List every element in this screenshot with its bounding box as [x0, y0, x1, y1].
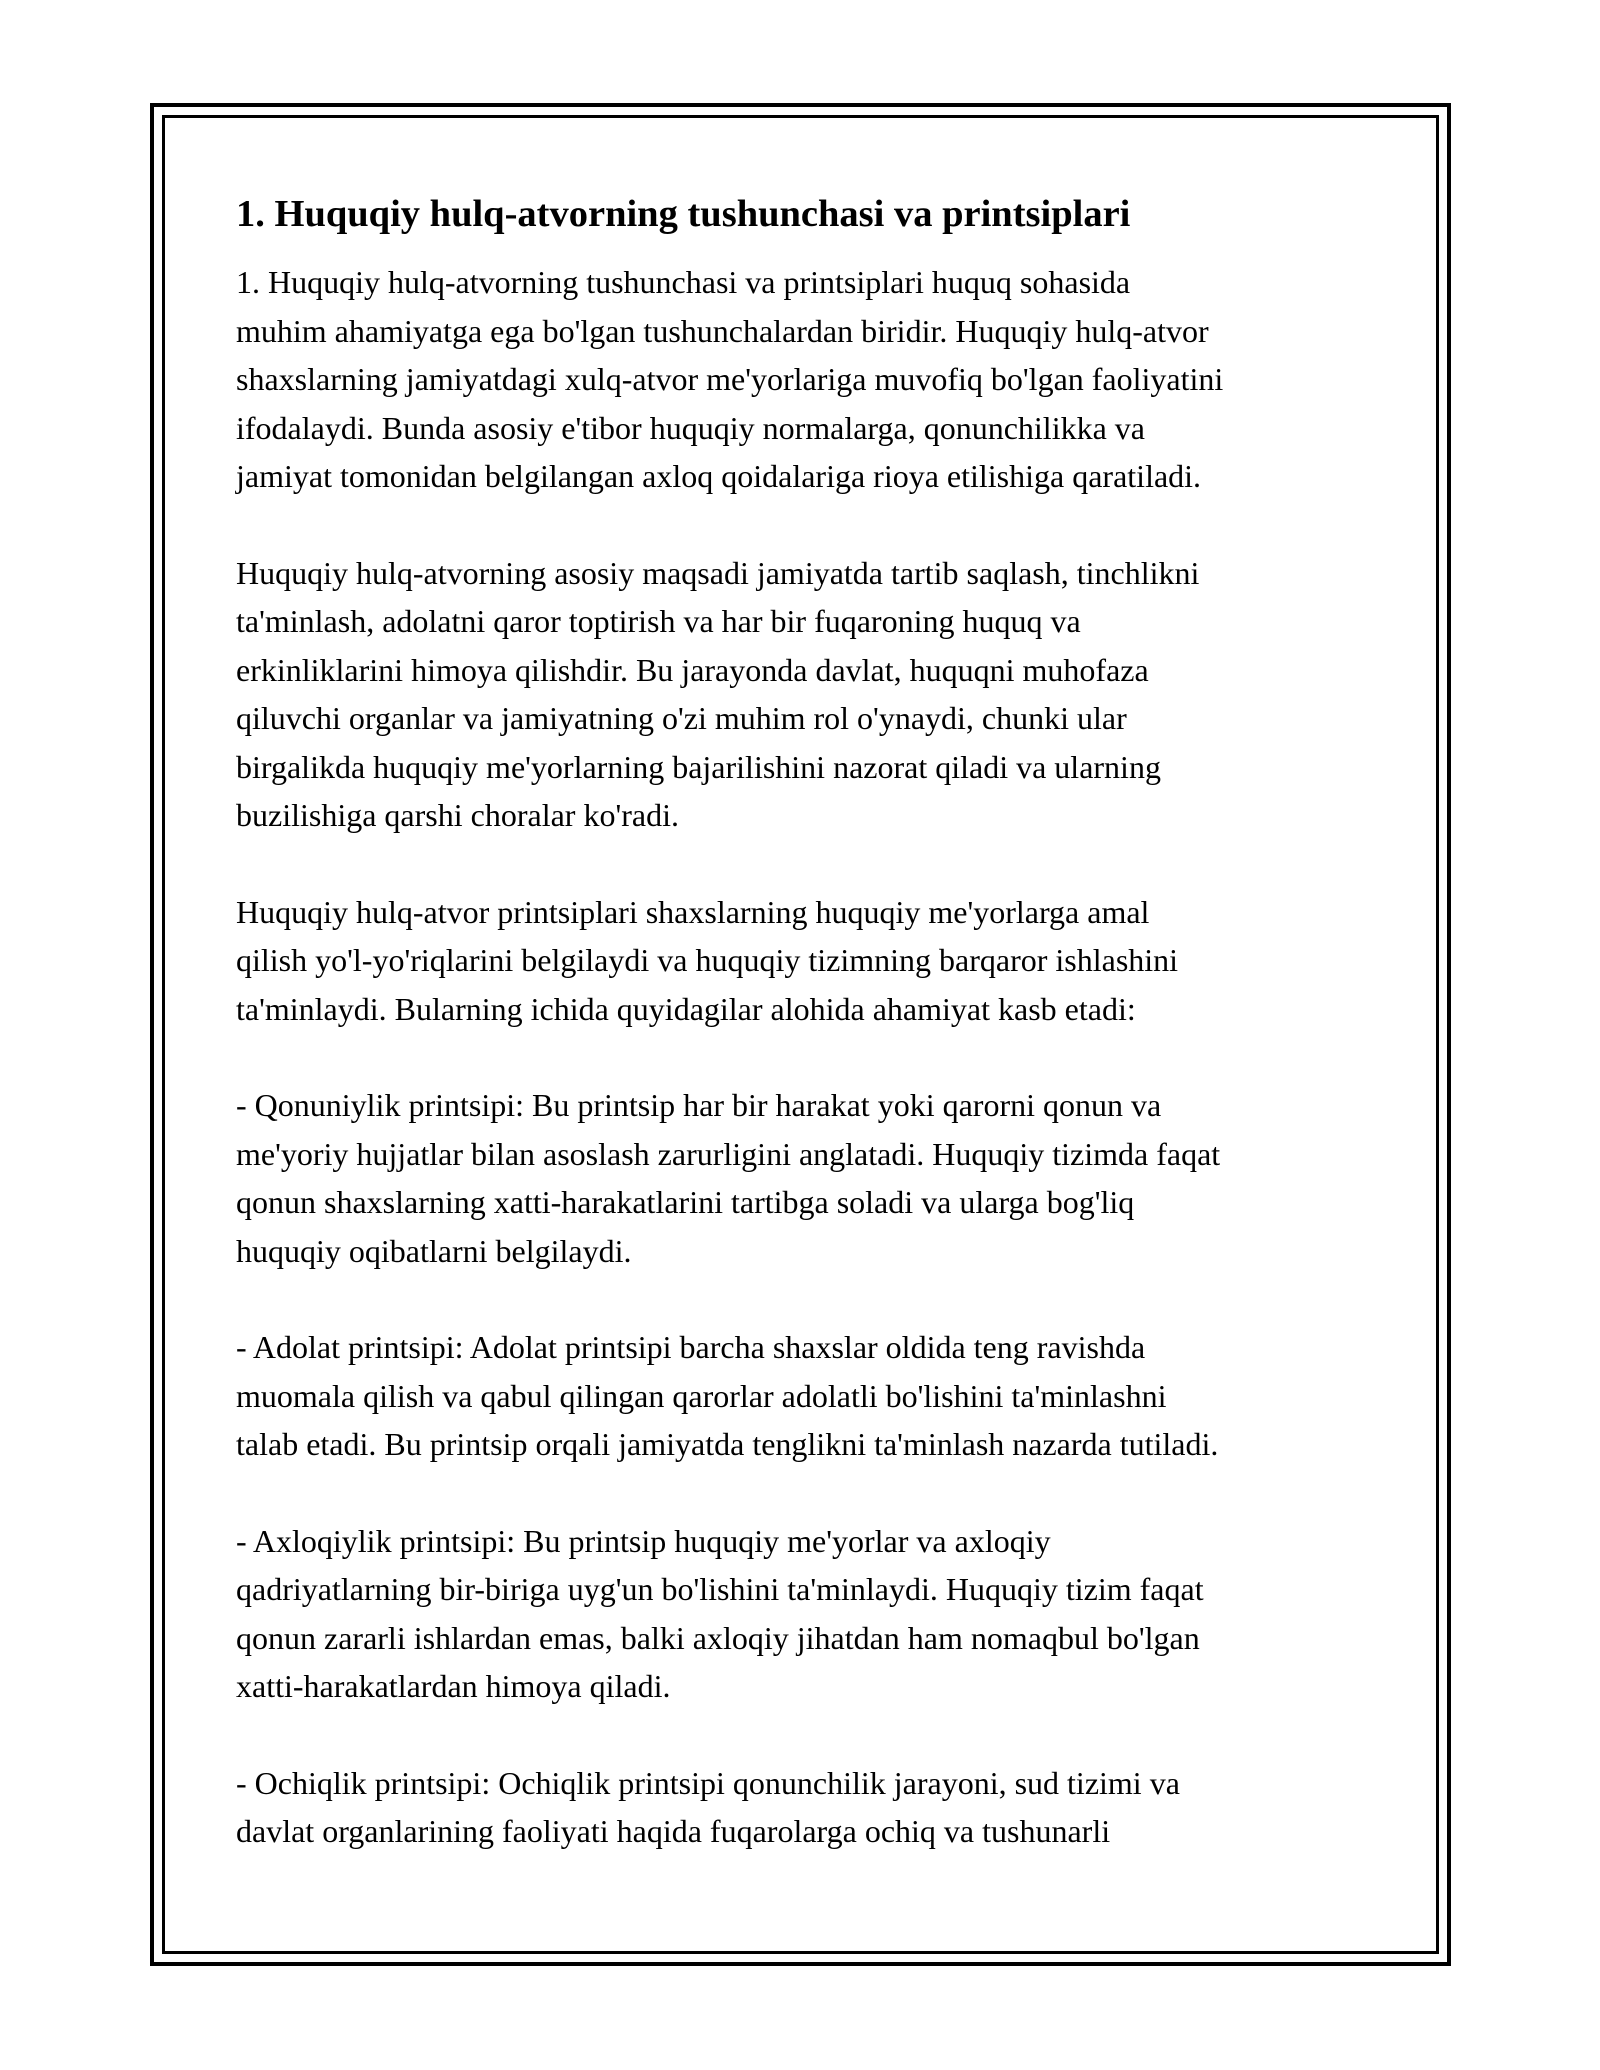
document-body — [236, 186, 1386, 1904]
paragraph-principles-intro: Huquqiy hulq-atvor printsiplari shaxslarning huquqiy me'yorlarga amal qilish yo'l-yo'riqlarini belgilaydi va huquqiy tizimning barqaror ishlashini ta'minlaydi. Bularning ichida quyidagilar alohida ahamiyat kasb etadi: — [236, 893, 1179, 1027]
paragraph-legality-principle: - Qonuniylik printsipi: Bu printsip har bir harakat yoki qarorni qonun va me'yoriy hujjatlar bilan asoslash zarurligini anglatadi. Huquqiy tizimda faqat qonun shaxslarning xatti-harakatlarini tartibga soladi va ularga bog'liq huquqiy oqibatlarni belgilaydi. — [236, 1087, 1221, 1269]
paragraph-justice-principle: - Adolat printsipi: Adolat printsipi barcha shaxslar oldida teng ravishda muomala qilish va qabul qilingan qarorlar adolatli bo'lishini ta'minlashni talab etadi. Bu printsip orqali jamiyatda tenglikni ta'minlash nazarda tutiladi. — [236, 1329, 1219, 1462]
paragraph-intro: 1. Huquqiy hulq-atvorning tushunchasi va printsiplari huquq sohasida muhim ahamiyatga ega bo'lgan tushunchalardan biridir. Huquqiy hulq-atvor shaxslarning jamiyatdagi xulq-atvor me'yorlariga muvofiq bo'lgan faoliyatini ifodalaydi. Bunda asosiy e'tibor huquqiy normalarga, qonunchilikka va jamiyat tomonidan belgilangan axloq qoidalariga rioya etilishiga qaratiladi. — [236, 264, 1224, 494]
document-title: 1. Huquqiy hulq-atvorning tushunchasi va printsiplari — [236, 193, 1131, 235]
paragraph-openness-principle: - Ochiqlik printsipi: Ochiqlik printsipi qonunchilik jarayoni, sud tizimi va davlat organlarining faoliyati haqida fuqarolarga ochiq va tushunarli — [236, 1764, 1180, 1849]
paragraph-purpose: Huquqiy hulq-atvorning asosiy maqsadi jamiyatda tartib saqlash, tinchlikni ta'minlash, adolatni qaror toptirish va har bir fuqaroning huquq va erkinliklarini himoya qilishdir. Bu jarayonda davlat, huquqni muhofaza qiluvchi organlar va jamiyatning o'zi muhim rol o'ynaydi, chunki ular birgalikda huquqiy me'yorlarning bajarilishini nazorat qiladi va ularning buzilishiga qarshi choralar ko'radi. — [236, 554, 1200, 833]
paragraph-morality-principle: - Axloqiylik printsipi: Bu printsip huquqiy me'yorlar va axloqiy qadriyatlarning bir-biriga uyg'un bo'lishini ta'minlaydi. Huquqiy tizim faqat qonun zararli ishlardan emas, balki axloqiy jihatdan ham nomaqbul bo'lgan xatti-harakatlardan himoya qiladi. — [236, 1522, 1204, 1704]
